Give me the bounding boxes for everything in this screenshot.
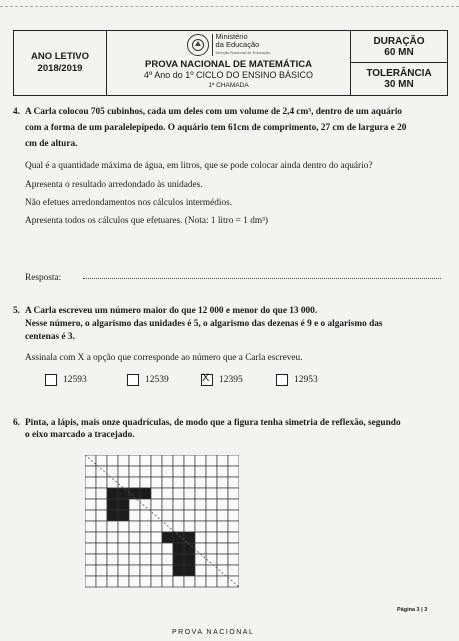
q4-number: 4.	[13, 107, 20, 117]
grid-cell[interactable]	[118, 532, 129, 543]
grid-cell[interactable]	[96, 543, 107, 554]
grid-cell[interactable]	[85, 466, 96, 477]
grid-cell[interactable]	[206, 455, 217, 466]
grid-cell[interactable]	[228, 565, 239, 576]
grid-cell[interactable]	[162, 455, 173, 466]
grid-cell[interactable]	[162, 510, 173, 521]
grid-cell[interactable]	[195, 477, 206, 488]
school-year-label: ANO LETIVO	[30, 51, 90, 62]
q5-line1: A Carla escreveu um número maior do que 12 000 e menor do que 13 000.	[25, 306, 318, 316]
grid-cell[interactable]	[85, 499, 96, 510]
grid-cell[interactable]	[173, 499, 184, 510]
grid-cell[interactable]	[206, 521, 217, 532]
grid-cell-filled[interactable]	[118, 488, 129, 499]
ministry-name	[216, 33, 271, 57]
grid-cell[interactable]	[96, 488, 107, 499]
grid-cell[interactable]	[228, 466, 239, 477]
grid-cell[interactable]	[195, 521, 206, 532]
grid-cell[interactable]	[206, 576, 217, 587]
grid-cell[interactable]	[107, 576, 118, 587]
grid-cell[interactable]	[173, 576, 184, 587]
grid-cell[interactable]	[228, 554, 239, 565]
grid-cell[interactable]	[173, 488, 184, 499]
q4-instruction-1: Apresenta o resultado arredondado às unidades.	[25, 180, 203, 190]
grid-cell[interactable]	[85, 554, 96, 565]
grid-cell[interactable]	[151, 554, 162, 565]
grid-cell[interactable]	[228, 499, 239, 510]
grid-cell[interactable]	[85, 488, 96, 499]
grid-cell[interactable]	[151, 477, 162, 488]
grid-cell[interactable]	[173, 521, 184, 532]
option-12953[interactable]	[276, 374, 318, 386]
grid-cell[interactable]	[96, 532, 107, 543]
grid-cell[interactable]	[151, 565, 162, 576]
exam-call: 1ª CHAMADA	[208, 82, 249, 89]
grid-cell[interactable]	[96, 477, 107, 488]
grid-cell[interactable]	[206, 554, 217, 565]
grid-cell[interactable]	[107, 455, 118, 466]
grid-cell[interactable]	[107, 554, 118, 565]
grid-cell[interactable]	[228, 532, 239, 543]
grid-cell[interactable]	[228, 477, 239, 488]
grid-cell-filled[interactable]	[140, 488, 151, 499]
tolerance-box	[351, 63, 447, 95]
time-cell	[351, 31, 447, 95]
grid-cell[interactable]	[85, 455, 96, 466]
grid-cell-filled[interactable]	[107, 488, 118, 499]
grid-cell-filled[interactable]	[173, 543, 184, 554]
grid-cell[interactable]	[162, 499, 173, 510]
grid-cell[interactable]	[96, 576, 107, 587]
option-checkbox[interactable]	[276, 374, 288, 386]
grid-cell[interactable]	[162, 565, 173, 576]
grid-cell[interactable]	[140, 466, 151, 477]
grid-cell[interactable]	[195, 554, 206, 565]
grid-cell[interactable]	[140, 499, 151, 510]
question-4	[13, 104, 446, 229]
q4-line1: A Carla colocou 705 cubinhos, cada um deles com um volume de 2,4 cm³, dentro de um aquário	[25, 107, 403, 117]
grid-cell[interactable]	[184, 477, 195, 488]
option-label: 12953	[294, 375, 318, 385]
q4-instruction-3: Apresenta todos os cálculos que efetuares. (Nota: 1 litro = 1 dm³)	[25, 216, 268, 226]
grid-cell[interactable]	[151, 510, 162, 521]
grid-cell[interactable]	[195, 510, 206, 521]
grid-cell[interactable]	[140, 554, 151, 565]
ministry-sub: Direção Nacional de Educação	[215, 50, 271, 55]
exam-title-cell	[107, 31, 351, 95]
question-5	[13, 305, 446, 365]
grid-cell-filled[interactable]	[118, 510, 129, 521]
grid-cell[interactable]	[217, 565, 228, 576]
grid-cell[interactable]	[184, 499, 195, 510]
grid-cell-filled[interactable]	[184, 565, 195, 576]
grid-cell[interactable]	[118, 576, 129, 587]
grid-cell[interactable]	[184, 488, 195, 499]
q5-number: 5.	[13, 306, 20, 316]
grid-cell[interactable]	[151, 576, 162, 587]
grid-cell[interactable]	[184, 455, 195, 466]
grid-cell-filled[interactable]	[173, 554, 184, 565]
grid-cell[interactable]	[129, 532, 140, 543]
option-label: 12593	[63, 375, 87, 385]
grid-cell[interactable]	[129, 554, 140, 565]
grid-cell[interactable]	[173, 466, 184, 477]
grid-cell[interactable]	[151, 543, 162, 554]
top-divider	[0, 6, 459, 7]
grid-cell[interactable]	[206, 532, 217, 543]
grid-cell[interactable]	[228, 543, 239, 554]
tolerance-label: TOLERÂNCIA	[366, 68, 432, 79]
grid-cell[interactable]	[85, 521, 96, 532]
grid-cell[interactable]	[162, 477, 173, 488]
grid-cell[interactable]	[129, 543, 140, 554]
grid-cell[interactable]	[217, 543, 228, 554]
grid-cell[interactable]	[118, 543, 129, 554]
grid-cell[interactable]	[184, 521, 195, 532]
grid-cell[interactable]	[129, 521, 140, 532]
q4-instruction-2: Não efetues arredondamentos nos cálculos intermédios.	[25, 198, 233, 208]
grid-cell[interactable]	[118, 455, 129, 466]
grid-cell[interactable]	[217, 510, 228, 521]
grid-cell[interactable]	[151, 532, 162, 543]
grid-cell[interactable]	[140, 521, 151, 532]
grid-cell[interactable]	[162, 488, 173, 499]
grid-cell[interactable]	[85, 576, 96, 587]
grid-cell[interactable]	[206, 477, 217, 488]
question-6	[13, 417, 446, 441]
exam-header	[13, 30, 448, 96]
grid-cell[interactable]	[217, 554, 228, 565]
grid-cell[interactable]	[173, 510, 184, 521]
grid-cell[interactable]	[129, 499, 140, 510]
grid-cell[interactable]	[118, 466, 129, 477]
grid-cell-filled[interactable]	[118, 499, 129, 510]
grid-cell[interactable]	[85, 565, 96, 576]
grid-cell[interactable]	[129, 510, 140, 521]
grid-cell[interactable]	[151, 499, 162, 510]
option-label: 12395	[219, 375, 243, 385]
grid-cell[interactable]	[129, 576, 140, 587]
grid-cell[interactable]	[162, 521, 173, 532]
q4-answer-field[interactable]	[83, 278, 441, 279]
option-12539[interactable]	[127, 374, 169, 386]
grid-cell[interactable]	[140, 455, 151, 466]
grid-cell[interactable]	[151, 488, 162, 499]
grid-cell[interactable]	[140, 543, 151, 554]
grid-cell[interactable]	[217, 521, 228, 532]
option-checkbox-checked[interactable]	[201, 374, 213, 386]
grid-cell[interactable]	[162, 576, 173, 587]
grid-cell[interactable]	[129, 477, 140, 488]
grid-cell[interactable]	[228, 488, 239, 499]
option-12593[interactable]	[45, 374, 87, 386]
exam-title: PROVA NACIONAL DE MATEMÁTICA	[145, 59, 312, 70]
grid-cell[interactable]	[228, 521, 239, 532]
grid-cell[interactable]	[206, 466, 217, 477]
grid-cell[interactable]	[140, 532, 151, 543]
grid-cell[interactable]	[195, 543, 206, 554]
grid-cell[interactable]	[195, 455, 206, 466]
symmetry-grid[interactable]	[85, 455, 239, 604]
grid-cell[interactable]	[217, 532, 228, 543]
q4-question: Qual é a quantidade máxima de água, em litros, que se pode colocar ainda dentro do aquário?	[25, 161, 373, 171]
duration-box	[351, 31, 447, 63]
q4-line2: com a forma de um paralelepípedo. O aquário tem 61cm de comprimento, 27 cm de largura e 20	[25, 123, 407, 133]
q6-number: 6.	[13, 418, 20, 428]
grid-cell[interactable]	[96, 510, 107, 521]
grid-cell[interactable]	[206, 510, 217, 521]
q5-line2: Nesse número, o algarismo das unidades é 5, o algarismo das dezenas é 9 e o algarismo das	[25, 319, 383, 329]
grid-cell[interactable]	[184, 576, 195, 587]
duration-value: 60 MN	[384, 46, 414, 58]
grid-cell[interactable]	[96, 466, 107, 477]
grid-cell[interactable]	[118, 565, 129, 576]
grid-cell[interactable]	[107, 532, 118, 543]
grid-cell[interactable]	[118, 521, 129, 532]
check-mark-icon: X	[202, 372, 210, 384]
option-checkbox[interactable]	[127, 374, 139, 386]
grid-cell[interactable]	[151, 455, 162, 466]
grid-cell[interactable]	[217, 466, 228, 477]
grid-cell[interactable]	[206, 499, 217, 510]
grid-cell[interactable]	[140, 576, 151, 587]
school-year-cell	[14, 31, 107, 95]
logo-separator	[212, 34, 213, 56]
grade-level: 4º Ano do 1º CICLO DO ENSINO BÁSICO	[143, 70, 314, 80]
grid-cell[interactable]	[107, 543, 118, 554]
grid-cell[interactable]	[96, 554, 107, 565]
grid-cell[interactable]	[217, 477, 228, 488]
grid-cell-filled[interactable]	[107, 499, 118, 510]
option-label: 12539	[145, 375, 169, 385]
grid-cell[interactable]	[206, 565, 217, 576]
grid-cell[interactable]	[96, 499, 107, 510]
grid-cell[interactable]	[107, 565, 118, 576]
grid-cell[interactable]	[85, 477, 96, 488]
grid-cell[interactable]	[140, 565, 151, 576]
grid-cell[interactable]	[96, 565, 107, 576]
grid-cell[interactable]	[162, 554, 173, 565]
tolerance-value: 30 MN	[384, 79, 414, 90]
option-checkbox[interactable]	[45, 374, 57, 386]
grid-svg[interactable]	[85, 455, 239, 599]
grid-cell-filled[interactable]	[162, 532, 173, 543]
grid-cell[interactable]	[162, 466, 173, 477]
duration-label: DURAÇÃO	[373, 35, 425, 47]
grid-cell[interactable]	[195, 576, 206, 587]
grid-cell[interactable]	[195, 499, 206, 510]
grid-cell[interactable]	[118, 477, 129, 488]
grid-cell-filled[interactable]	[184, 554, 195, 565]
grid-cell[interactable]	[85, 543, 96, 554]
grid-cell[interactable]	[107, 521, 118, 532]
grid-cell[interactable]	[195, 532, 206, 543]
grid-cell[interactable]	[228, 455, 239, 466]
q5-line3: centenas é 3.	[25, 332, 75, 342]
q6-line1: Pinta, a lápis, mais onze quadrículas, de modo que a figura tenha simetria de reflexão, segundo	[25, 418, 401, 428]
footer-label: PROVA NACIONAL	[172, 629, 255, 636]
grid-cell[interactable]	[217, 499, 228, 510]
q4-line3: cm de altura.	[25, 139, 78, 149]
grid-cell-filled[interactable]	[107, 510, 118, 521]
grid-cell[interactable]	[151, 521, 162, 532]
q6-line2: o eixo marcado a tracejado.	[25, 430, 135, 440]
page-number: Página 3 | 3	[397, 607, 428, 613]
grid-cell[interactable]	[195, 466, 206, 477]
grid-cell[interactable]	[173, 455, 184, 466]
grid-cell[interactable]	[96, 455, 107, 466]
grid-cell[interactable]	[162, 543, 173, 554]
q5-instruction: Assinala com X a opção que corresponde ao número que a Carla escreveu.	[25, 353, 303, 363]
grid-cell[interactable]	[129, 565, 140, 576]
school-year: 2018/2019	[37, 63, 83, 74]
option-12395[interactable]	[201, 374, 243, 386]
grid-cell-filled[interactable]	[173, 565, 184, 576]
grid-cell[interactable]	[173, 477, 184, 488]
grid-cell[interactable]	[129, 455, 140, 466]
grid-cell[interactable]	[85, 510, 96, 521]
grid-cell[interactable]	[85, 532, 96, 543]
grid-cell[interactable]	[129, 466, 140, 477]
grid-cell[interactable]	[206, 488, 217, 499]
grid-cell[interactable]	[140, 477, 151, 488]
q4-answer-label: Resposta:	[25, 273, 62, 283]
grid-cell[interactable]	[195, 565, 206, 576]
grid-cell[interactable]	[217, 455, 228, 466]
grid-cell[interactable]	[140, 510, 151, 521]
ministry-line2: da Educação	[215, 40, 260, 49]
grid-cell[interactable]	[206, 543, 217, 554]
grid-cell[interactable]	[217, 488, 228, 499]
grid-cell-filled[interactable]	[173, 532, 184, 543]
grid-cell[interactable]	[107, 466, 118, 477]
grid-cell[interactable]	[151, 466, 162, 477]
grid-cell[interactable]	[217, 576, 228, 587]
grid-cell[interactable]	[195, 488, 206, 499]
grid-cell[interactable]	[96, 521, 107, 532]
grid-cell[interactable]	[184, 510, 195, 521]
grid-cell[interactable]	[184, 466, 195, 477]
grid-cell[interactable]	[228, 510, 239, 521]
coat-of-arms-icon	[187, 34, 209, 56]
grid-cell[interactable]	[118, 554, 129, 565]
ministry-logo	[187, 32, 271, 58]
ministry-line1: Ministério	[215, 32, 248, 41]
